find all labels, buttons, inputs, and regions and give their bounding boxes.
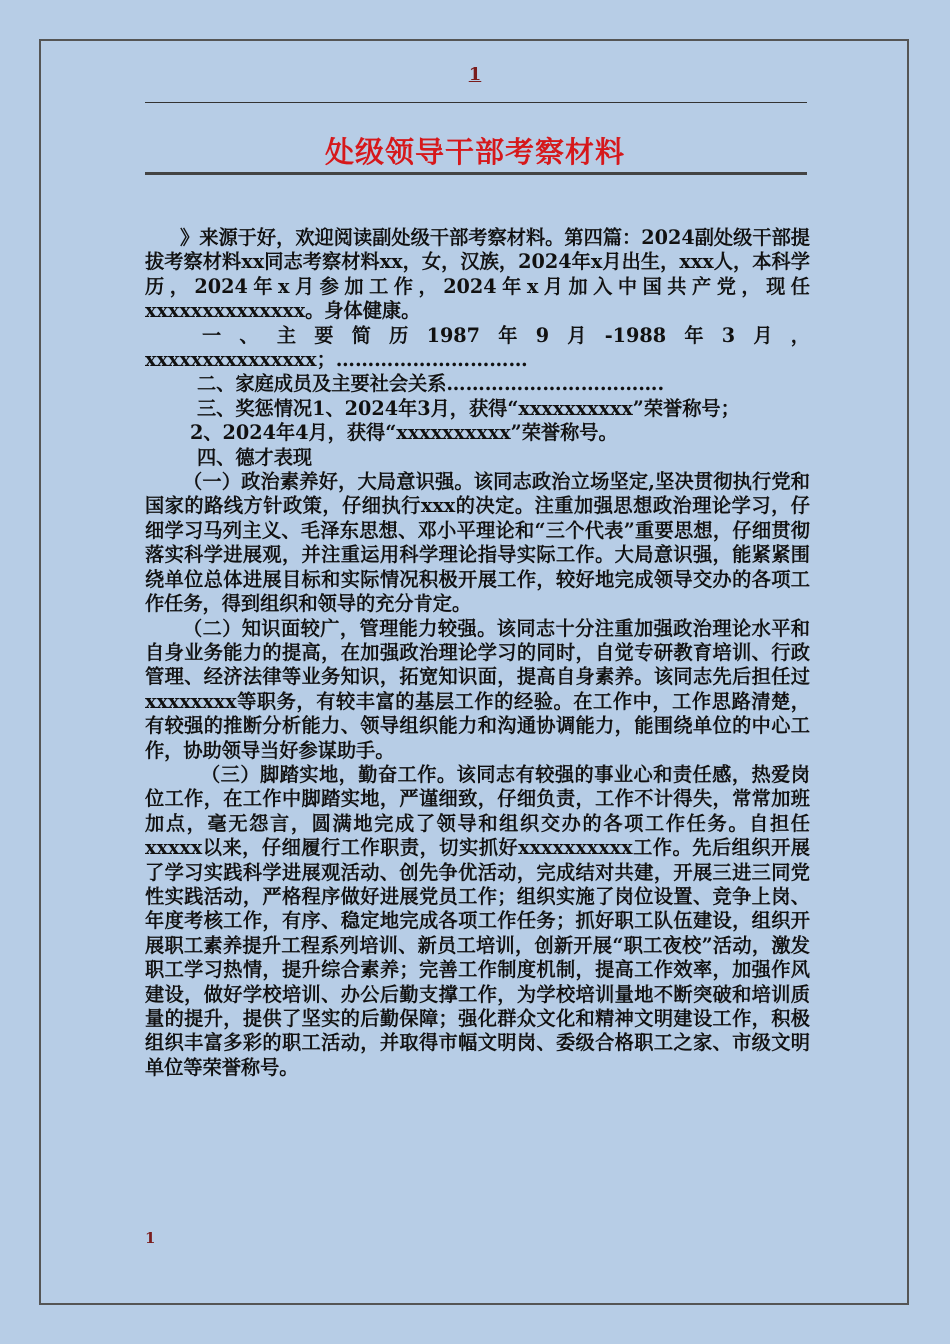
paragraph-intro: 》来源于好，欢迎阅读副处级干部考察材料。第四篇：2024副处级干部提拔考察材料xx同志考察材料xx，女，汉族，2024年x月出生，xxx人，本科学历，2024年x月参加工作，2024年x月加入中国共产党，现任xxxxxxxxxxxxxx。身体健康。 (145, 226, 810, 323)
paragraph-awards-2: 2、2024年4月，获得“xxxxxxxxxx”荣誉称号。 (190, 421, 618, 445)
document-title: 处级领导干部考察材料 (324, 135, 625, 169)
header-rule (145, 102, 807, 103)
document-body (145, 226, 810, 1080)
paragraph-family: 二、家庭成员及主要社会关系……………………………. (197, 372, 665, 396)
paragraph-diligence: （三）脚踏实地，勤奋工作。该同志有较强的事业心和责任感，热爱岗位工作，在工作中脚踏实地，严谨细致，仔细负责，工作不计得失，常常加班加点，毫无怨言，圆满地完成了领导和组织交办的各项工作任务。自担任xxxxx以来，仔细履行工作职责，切实抓好xxxxxxxxxx工作。先后组织开展了学习实践科学进展观活动、创先争优活动，完成结对共建，开展三进三同党性实践活动，严格程序做好进展党员工作；组织实施了岗位设置、竞争上岗、年度考核工作，有序、稳定地完成各项工作任务；抓好职工队伍建设，组织开展职工素养提升工程系列培训、新员工培训，创新开展“职工夜校”活动，激发职工学习热情，提升综合素养；完善工作制度机制，提高工作效率，加强作风建设，做好学校培训、办公后勤支撑工作，为学校培训量地不断突破和培训质量的提升，提供了坚实的后勤保障；强化群众文化和精神文明建设工作，积极组织丰富多彩的职工活动，并取得市幅文明岗、委级合格职工之家、市级文明单位等荣誉称号。 (145, 762, 810, 1079)
footer-page-number: 1 (145, 1229, 156, 1247)
paragraph-knowledge: （二）知识面较广，管理能力较强。该同志十分注重加强政治理论水平和自身业务能力的提高，在加强政治理论学习的同时，自觉专研教育培训、行政管理、经济法律等业务知识，拓宽知识面，提高自身素养。该同志先后担任过xxxxxxxx等职务，有较丰富的基层工作的经验。在工作中，工作思路清楚，有较强的推断分析能力、领导组织能力和沟通协调能力，能围绕单位的中心工作，协助领导当好参谋助手。 (145, 616, 810, 762)
title-rule (145, 172, 807, 175)
paragraph-awards: 三、奖惩情况1、2024年3月，获得“xxxxxxxxxx”荣誉称号； (197, 396, 740, 420)
paragraph-politics: （一）政治素养好，大局意识强。该同志政治立场坚定,坚决贯彻执行党和国家的路线方针政策，仔细执行xxx的决定。注重加强思想政治理论学习，仔细学习马列主义、毛泽东思想、邓小平理论和“三个代表”重要思想，仔细贯彻落实科学进展观，并注重运用科学理论指导实际工作。大局意识强，能紧紧围绕单位总体进展目标和实际情况积极开展工作，较好地完成领导交办的各项工作任务，得到组织和领导的充分肯定。 (145, 470, 810, 616)
header-page-number: 1 (468, 64, 482, 85)
paragraph-section-four: 四、德才表现 (197, 445, 313, 469)
paragraph-resume: 一、主要简历1987年9月-1988年3月，xxxxxxxxxxxxxxx；………………………… (145, 323, 810, 372)
